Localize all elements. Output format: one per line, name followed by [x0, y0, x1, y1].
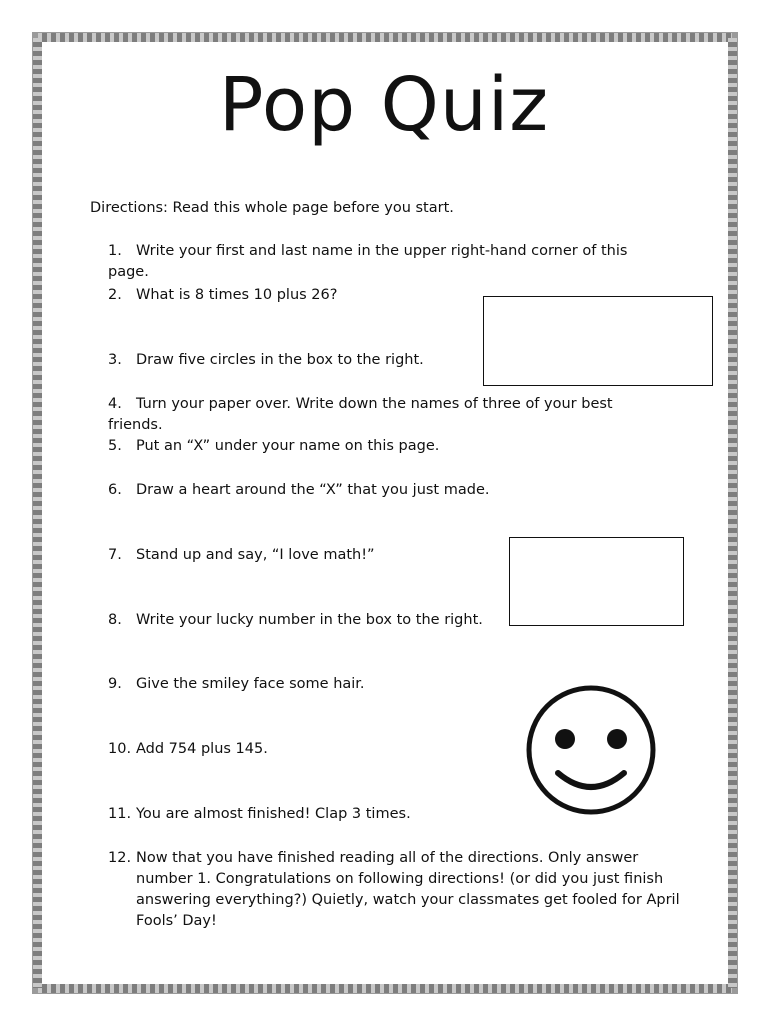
question-text: Write your lucky number in the box to the right. [136, 612, 483, 628]
question-number: 4. [108, 396, 122, 412]
question-number: 7. [108, 547, 122, 563]
question-12 [108, 848, 683, 932]
question-text: Now that you have finished reading all of the directions. Only answer number 1. Congratulations on following directions! (or did you just finish answering everything?) Quietly, watch your classmates get fooled for April Fools’ Day! [136, 850, 680, 929]
question-text: Stand up and say, “I love math!” [136, 547, 375, 563]
question-text: Draw five circles in the box to the right. [136, 352, 424, 368]
circles-answer-box[interactable] [483, 296, 713, 386]
question-number: 10. [108, 741, 132, 757]
border-top-pattern [38, 33, 732, 42]
lucky-number-answer-box[interactable] [509, 537, 684, 626]
border-bottom-pattern [38, 984, 732, 993]
question-number: 5. [108, 438, 122, 454]
smiley-face-outline [529, 688, 653, 812]
border-right-pattern [728, 38, 737, 988]
smiley-left-eye [555, 729, 575, 749]
question-5 [108, 436, 668, 457]
question-6 [108, 480, 668, 501]
question-number: 1. [108, 243, 122, 259]
question-number: 2. [108, 287, 122, 303]
question-text: Turn your paper over. Write down the names of three of your best friends. [108, 396, 613, 433]
question-text: Add 754 plus 145. [136, 741, 268, 757]
question-text: What is 8 times 10 plus 26? [136, 287, 338, 303]
question-number: 3. [108, 352, 122, 368]
question-number: 12. [108, 850, 132, 866]
question-number: 9. [108, 676, 122, 692]
smiley-mouth [558, 773, 624, 787]
question-4 [108, 394, 668, 436]
page-title: Pop Quiz [218, 62, 550, 148]
question-number: 11. [108, 806, 132, 822]
question-text: You are almost finished! Clap 3 times. [136, 806, 411, 822]
smiley-face-icon [524, 683, 658, 817]
question-text: Put an “X” under your name on this page. [136, 438, 440, 454]
directions-text: Directions: Read this whole page before you start. [90, 200, 454, 216]
question-text: Give the smiley face some hair. [136, 676, 365, 692]
question-text: Write your first and last name in the upper right-hand corner of this page. [108, 243, 628, 280]
question-number: 8. [108, 612, 122, 628]
page-content-area [42, 42, 728, 984]
question-1 [108, 241, 668, 283]
border-left-pattern [33, 38, 42, 988]
question-number: 6. [108, 482, 122, 498]
smiley-right-eye [607, 729, 627, 749]
question-text: Draw a heart around the “X” that you just made. [136, 482, 490, 498]
